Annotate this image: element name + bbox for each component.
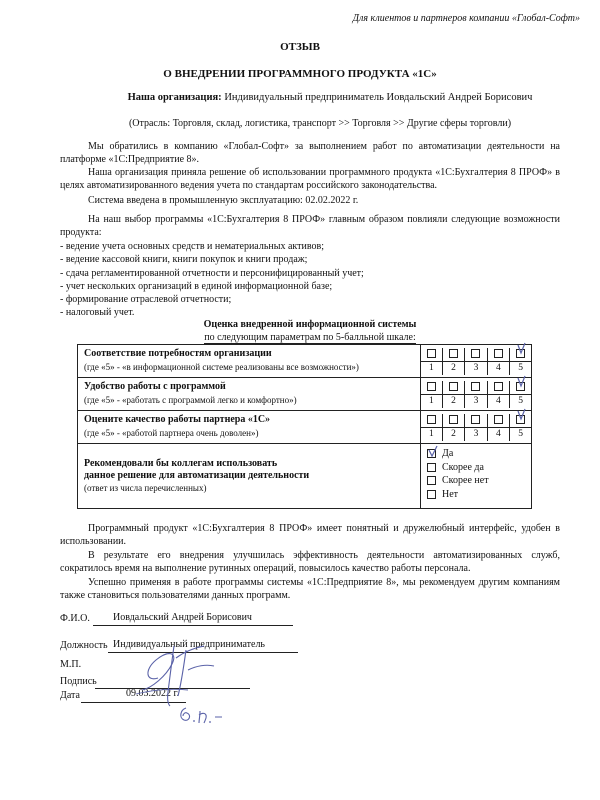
position-label: Должность xyxy=(60,640,108,651)
question-2: Удобство работы с программой (где «5» - «работать с программой легко и комфортно») xyxy=(78,378,421,411)
recommend-options xyxy=(421,444,532,509)
list-item: - ведение учета основных средств и нематериальных активов; xyxy=(60,241,324,252)
list-item: - сдача регламентированной отчетности и персонифицированный учет; xyxy=(60,267,364,279)
checkbox-checked[interactable] xyxy=(510,414,531,428)
closing-paragraph-1: Программный продукт «1С:Бухгалтерия 8 ПРОФ» имеет понятный и дружелюбный интерфейс, удобен в использовании. xyxy=(60,523,560,547)
table-row xyxy=(78,345,532,378)
paragraph-4: На наш выбор программы «1С:Бухгалтерия 8 ПРОФ» главным образом повлияли следующие возможности продукта: xyxy=(60,214,560,238)
check-mark-icon xyxy=(516,375,528,391)
rating-scale-1: 1 2 3 4 5 xyxy=(421,345,532,378)
list-item: - формирование отраслевой отчетности; xyxy=(60,294,232,306)
check-mark-icon xyxy=(516,408,528,424)
checkbox-checked[interactable] xyxy=(510,381,531,395)
table-row xyxy=(78,444,532,509)
handwritten-note xyxy=(176,702,226,732)
date-label: Дата xyxy=(60,690,80,701)
checkbox[interactable] xyxy=(442,348,464,362)
checkbox[interactable] xyxy=(465,348,487,362)
list-item: - ведение кассовой книги, книги покупок и книги продаж; xyxy=(60,254,308,266)
paragraph-2: Наша организация приняла решение об использовании программного продукта «1С:Бухгалтерия 8 ПРОФ» в целях автоматизированного ведения учета по стандартам российского законодательства. xyxy=(60,167,560,191)
header-note: Для клиентов и партнеров компании «Глобал-Софт» xyxy=(352,13,580,24)
stamp-label: М.П. xyxy=(60,659,82,670)
closing-paragraph-3: Успешно применяя в работе программы системы «1С:Предприятие 8», мы рекомендуем другим компаниям также становиться пользователями данных программ. xyxy=(60,577,560,601)
checkbox[interactable] xyxy=(421,348,442,362)
position-value: Индивидуальный предприниматель xyxy=(113,639,265,650)
fio-value: Иовдальский Андрей Борисович xyxy=(113,612,252,623)
option-rather-no[interactable]: Скорее нет xyxy=(427,474,525,488)
check-mark-icon xyxy=(516,342,528,358)
organization-line xyxy=(60,92,600,103)
rating-title: Оценка внедренной информационной системы xyxy=(203,319,417,330)
checkbox[interactable] xyxy=(442,381,464,395)
checkbox[interactable] xyxy=(421,381,442,395)
feature-list xyxy=(60,240,560,320)
closing-paragraph-2: В результате его внедрения улучшилась эффективность деятельности автоматизированных служб, сократилось время на выполнение рутинных операций, повысилось качество работы персонала. xyxy=(60,550,560,574)
checkbox[interactable] xyxy=(487,414,509,428)
option-rather-yes[interactable]: Скорее да xyxy=(427,461,525,475)
question-1: Соответствие потребностям организации (где «5» - «в информационной системе реализованы все возможности») xyxy=(78,345,421,378)
organization-label: Наша организация: xyxy=(127,92,222,103)
recommend-question: Рекомендовали бы коллегам использовать данное решение для автоматизации деятельности (ответ из числа перечисленных) xyxy=(78,444,421,509)
check-mark-icon xyxy=(427,445,439,459)
industry-line: (Отрасль: Торговля, склад, логистика, транспорт >> Торговля >> Другие сферы торговли) xyxy=(128,118,512,129)
doc-title: ОТЗЫВ xyxy=(280,41,320,53)
date-value: 09.03.2022 г. xyxy=(126,688,179,699)
rating-scale-2: 1 2 3 4 5 xyxy=(421,378,532,411)
checkbox[interactable] xyxy=(487,381,509,395)
organization-value: Индивидуальный предприниматель Иовдальский Андрей Борисович xyxy=(221,92,533,103)
checkbox[interactable] xyxy=(465,414,487,428)
fio-label: Ф.И.О. xyxy=(60,613,90,624)
option-no[interactable]: Нет xyxy=(427,488,525,502)
signature-label: Подпись xyxy=(60,676,97,687)
checkbox[interactable] xyxy=(465,381,487,395)
checkbox[interactable] xyxy=(442,414,464,428)
rating-subtitle: по следующим параметрам по 5-балльной шкале: xyxy=(204,332,416,343)
table-row xyxy=(78,378,532,411)
checkbox[interactable] xyxy=(487,348,509,362)
list-item: - налоговый учет. xyxy=(60,307,135,319)
rating-scale-3: 1 2 3 4 5 xyxy=(421,411,532,444)
list-item: - учет нескольких организаций в единой информационной базе; xyxy=(60,280,333,292)
option-yes[interactable]: Да xyxy=(427,447,525,461)
checkbox[interactable] xyxy=(421,414,442,428)
checkbox-checked[interactable] xyxy=(510,348,531,362)
table-row xyxy=(78,411,532,444)
paragraph-1: Мы обратились в компанию «Глобал-Софт» за выполнением работ по автоматизации деятельности на платформе «1С:Предприятие 8». xyxy=(60,141,560,165)
rating-table xyxy=(77,344,532,509)
doc-subtitle: О ВНЕДРЕНИИ ПРОГРАММНОГО ПРОДУКТА «1С» xyxy=(163,68,437,80)
question-3: Оцените качество работы партнера «1С» (где «5» - «работой партнера очень доволен») xyxy=(78,411,421,444)
paragraph-3: Система введена в промышленную эксплуатацию: 02.02.2022 г. xyxy=(88,195,359,206)
